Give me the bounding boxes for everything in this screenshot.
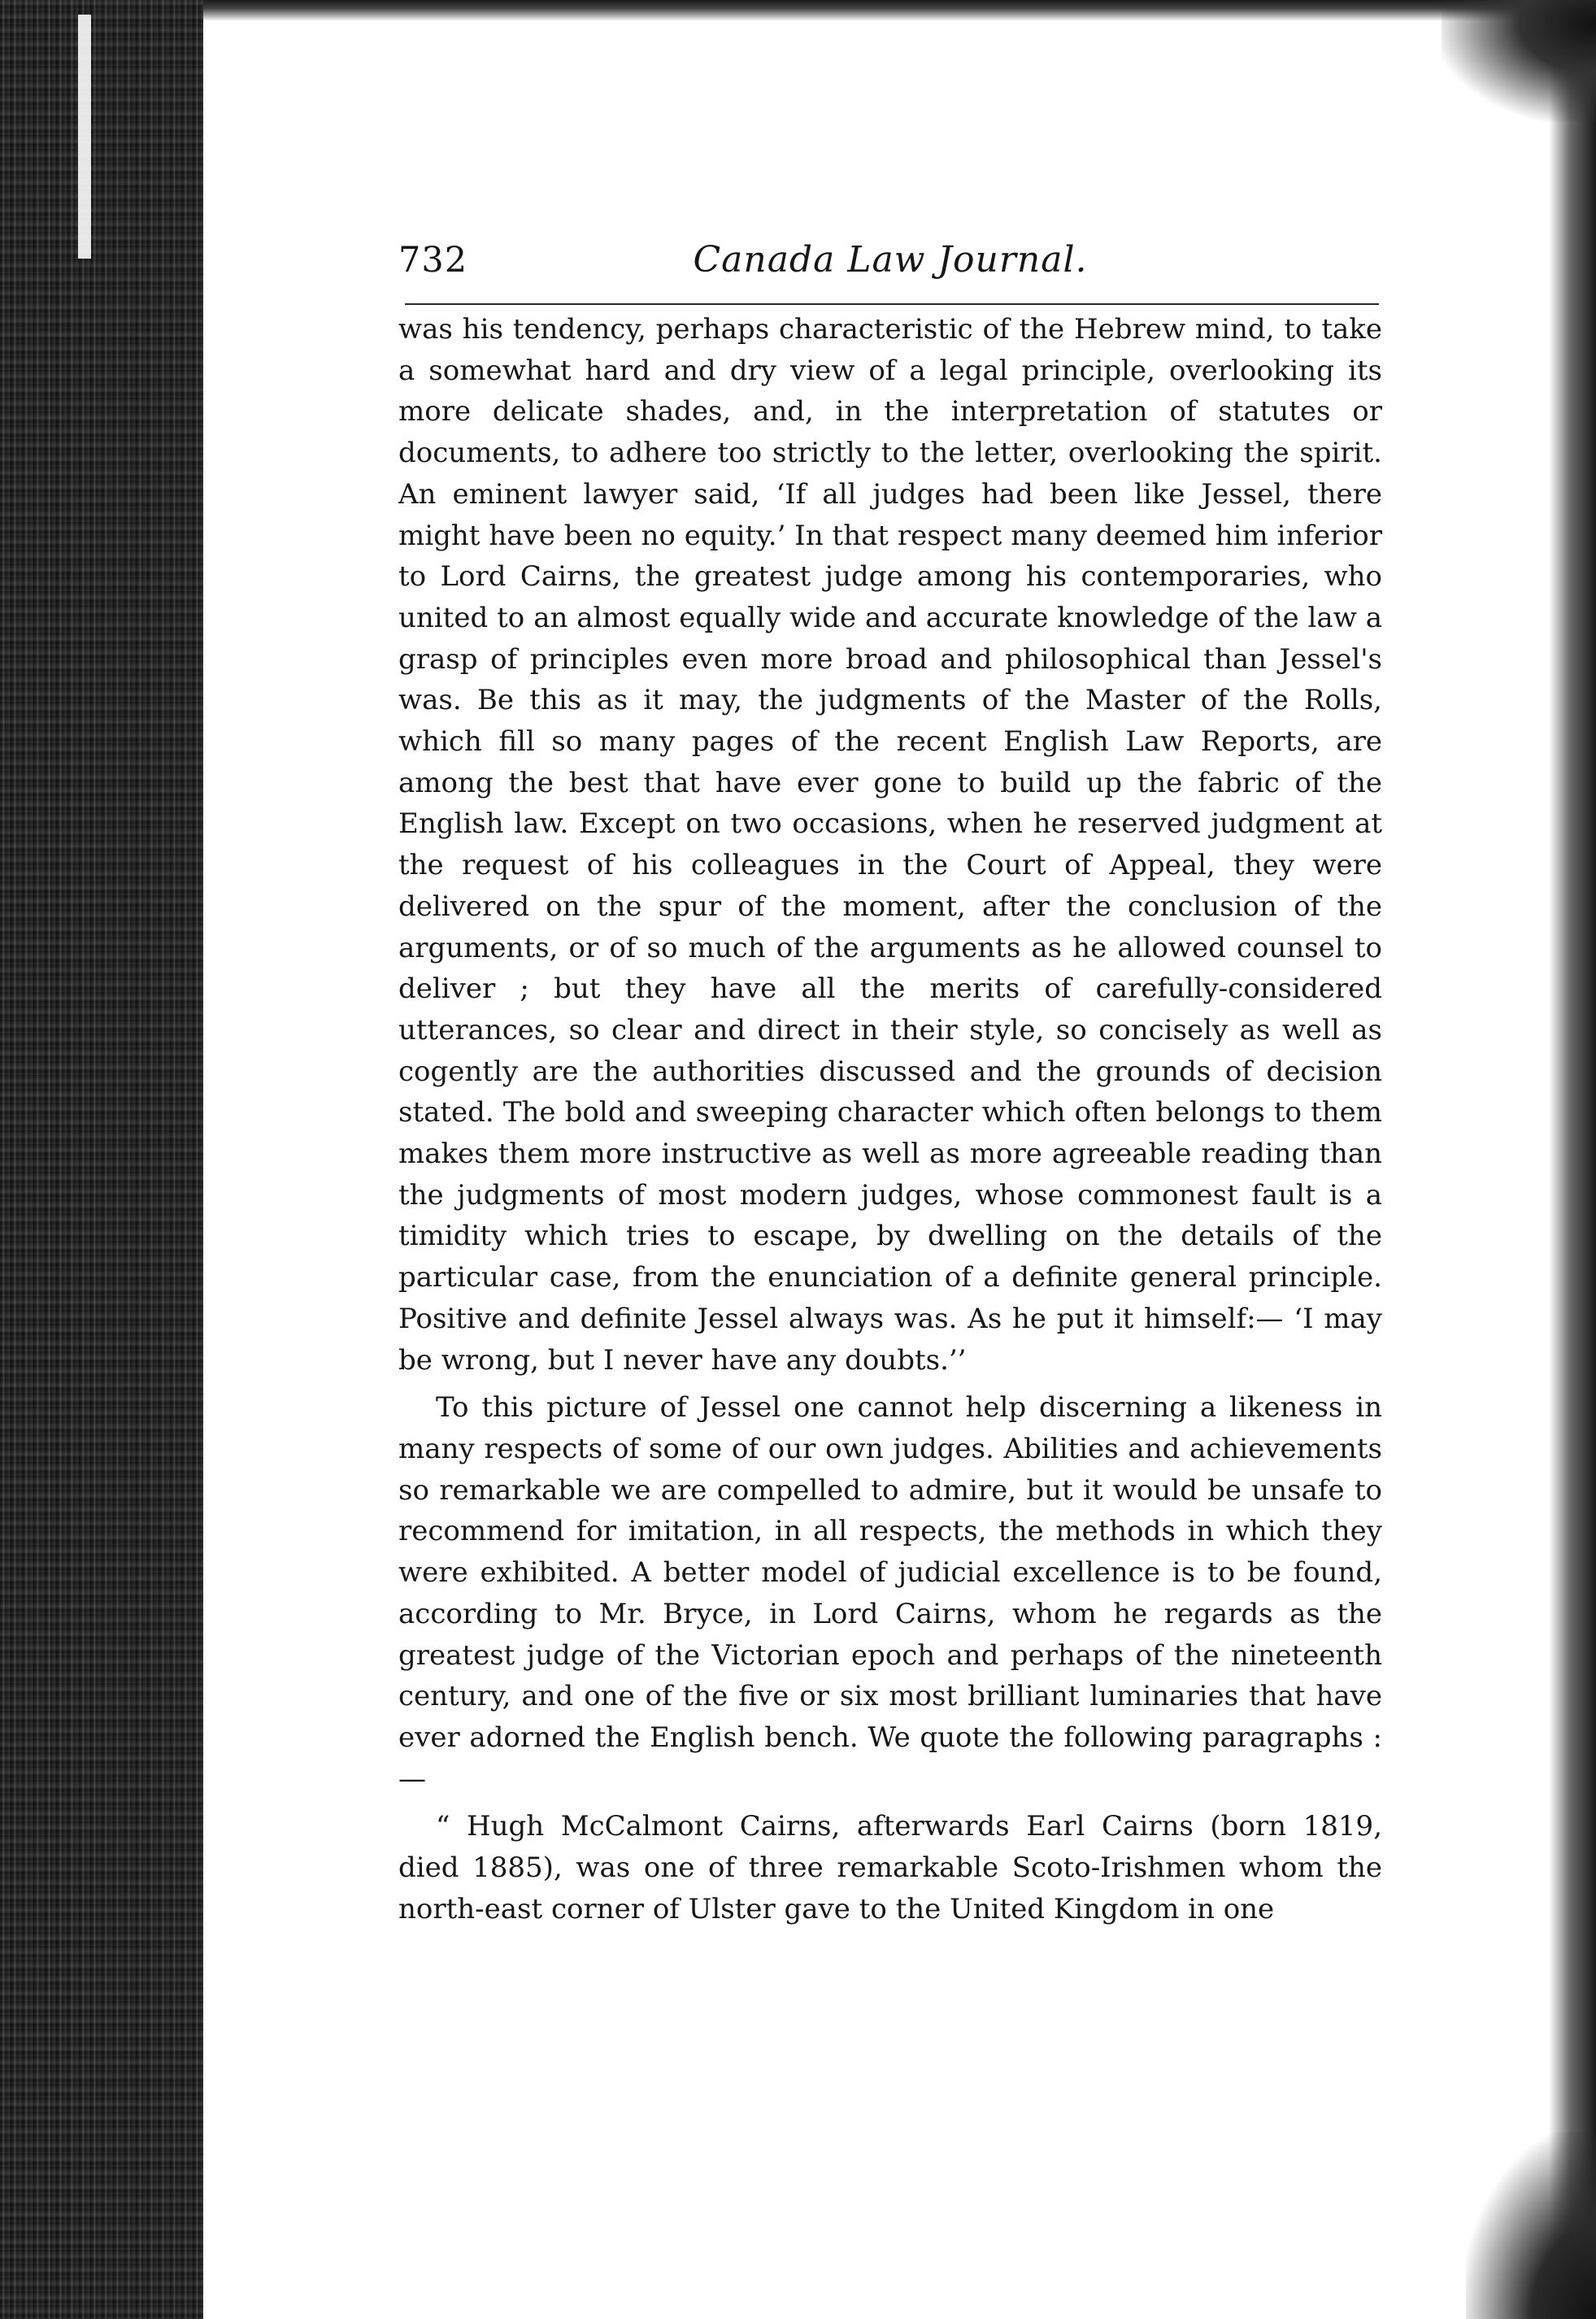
paragraph-gap — [398, 1381, 1382, 1387]
paragraph-continued: was his tendency, perhaps characteristic of the Hebrew mind, to take a somewhat hard and dry view of a legal principle, overlooking its more delicate shades, and, in the interpretation of statutes or documents, to adhere too strictly to the letter, overlooking the spirit. An eminent lawyer said, ‘If all judges had been like Jessel, there might have been no equity.’ In that respect many deemed him inferior to Lord Cairns, the greatest judge among his contemporaries, who united to an almost equally wide and accurate knowledge of the law a grasp of principles even more broad and philosophical than Jessel's was. Be this as it may, the judgments of the Master of the Rolls, which fill so many pages of the recent English Law Reports, are among the best that have ever gone to build up the fabric of the English law. Except on two occasions, when he reserved judgment at the request of his colleagues in the Court of Appeal, they were delivered on the spur of the moment, after the conclusion of the arguments, or of so much of the arguments as he allowed counsel to deliver ; but they have all the merits of carefully-considered utterances, so clear and direct in their style, so concisely as well as cogently are the authorities discussed and the grounds of decision stated. The bold and sweeping character which often belongs to them makes them more instructive as well as more agreeable reading than the judgments of most modern judges, whose commonest fault is a timidity which tries to escape, by dwelling on the details of the particular case, from the enunciation of a definite general principle. Positive and definite Jessel always was. As he put it himself:— ‘I may be wrong, but I never have any doubts.’’ — [398, 313, 1382, 1377]
scan-top-shadow — [203, 0, 1596, 21]
journal-title: Canada Law Journal. — [693, 239, 1088, 281]
article-body — [398, 309, 1382, 1930]
paragraph-jessel-likeness: To this picture of Jessel one cannot help discerning a likeness in many respects of some of our own judges. Abilities and achievements so remarkable we are compelled to admire, but it would be unsafe to recommend for imitation, in all respects, the methods in which they were exhibited. A better model of judicial excellence is to be found, according to Mr. Bryce, in Lord Cairns, whom he regards as the greatest judge of the Victorian epoch and perhaps of the nineteenth century, and one of the five or six most brilliant luminaries that have ever adorned the English bench. We quote the following paragraphs :— — [398, 1391, 1382, 1795]
scan-bottom-right-corner — [1466, 2132, 1596, 2319]
scan-right-shadow — [1549, 0, 1596, 2319]
scanned-binding-edge — [0, 0, 203, 2319]
header-rule — [405, 303, 1379, 305]
page-number: 732 — [398, 240, 468, 281]
journal-page — [398, 236, 1382, 1930]
paragraph-cairns-quote: “ Hugh McCalmont Cairns, afterwards Earl Cairns (born 1819, died 1885), was one of three remarkable Scoto-Irishmen whom the north-east corner of Ulster gave to the United Kingdom in one — [398, 1810, 1382, 1925]
paragraph-gap — [398, 1799, 1382, 1806]
running-head — [398, 236, 1382, 301]
scan-top-right-corner — [1442, 0, 1596, 122]
binding-light-streak — [78, 15, 91, 259]
